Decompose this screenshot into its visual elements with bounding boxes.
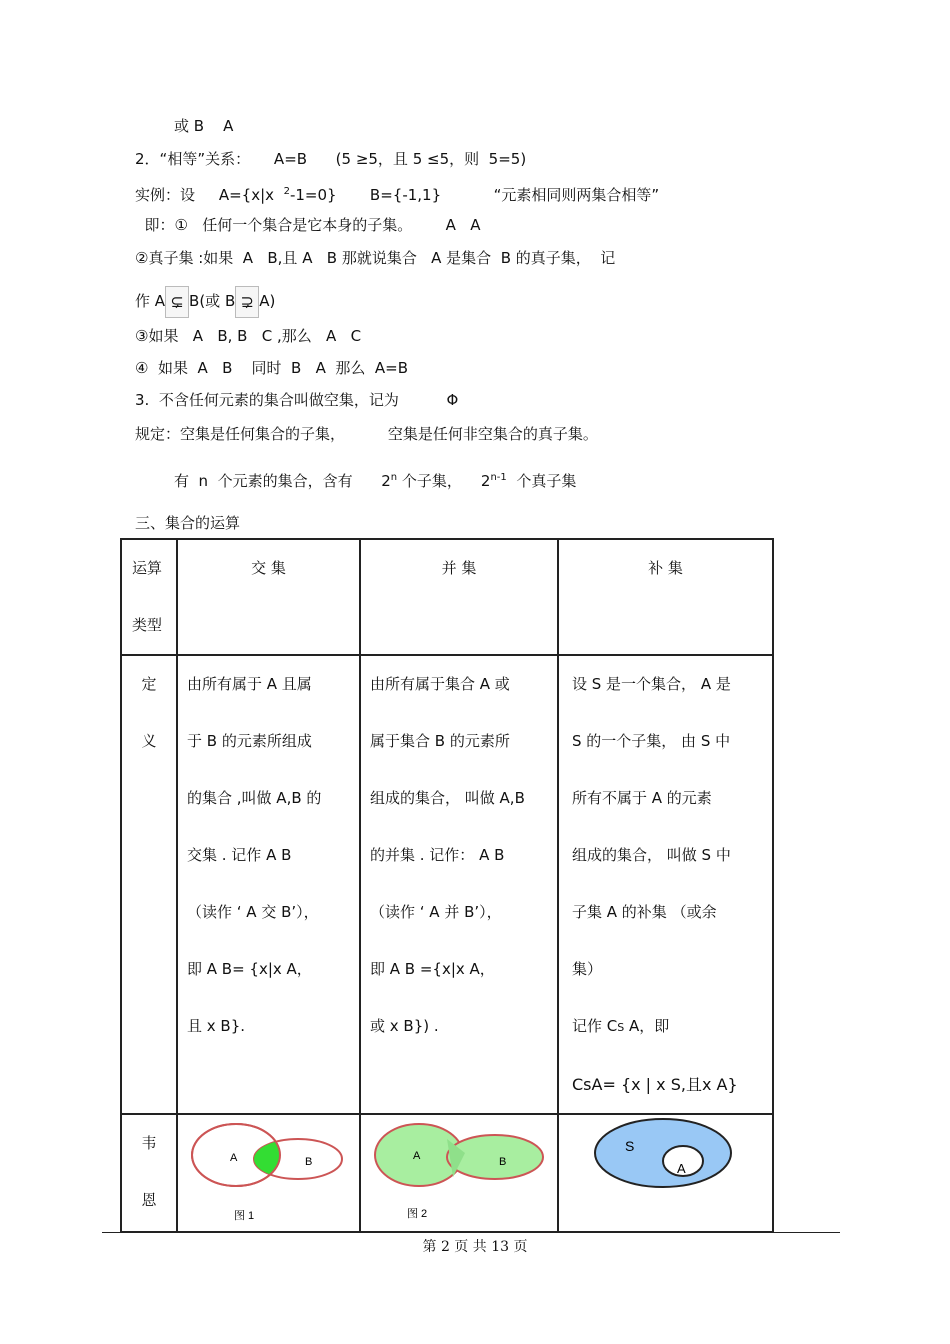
proper-superset-symbol: ⊋ xyxy=(235,286,259,318)
venn-complement-diagram xyxy=(559,1115,772,1227)
venn-label-cell xyxy=(121,1114,177,1232)
complement-line: 设 S 是一个集合， A 是 xyxy=(572,675,731,693)
table-definition-row xyxy=(121,655,773,1114)
venn-union-cell xyxy=(360,1114,558,1232)
venn-b-label: B xyxy=(499,1156,507,1168)
set-operations-table xyxy=(120,538,774,1233)
complement-notation-tail: A，即 xyxy=(624,1017,670,1035)
union-line: 即 A B ={x|x A， xyxy=(370,960,495,978)
example-part-a: 实例：设 A={x|x xyxy=(135,186,284,204)
venn-union-diagram xyxy=(361,1115,557,1227)
header-type-cell xyxy=(121,539,177,655)
venn-a-label: A xyxy=(413,1150,421,1162)
intersection-definition xyxy=(177,655,360,1114)
header-union: 并 集 xyxy=(360,539,558,655)
complement-line: 集） xyxy=(572,960,603,978)
text-line-self-subset: 即：① 任何一个集合是它本身的子集。 A A xyxy=(135,216,481,234)
intersection-line: 即 A B= {x|x A， xyxy=(187,960,312,978)
notation-part-a: 作 A xyxy=(135,292,166,310)
figure-1-caption: 图 1 xyxy=(234,1210,255,1222)
definition-label-2: 义 xyxy=(141,732,157,750)
definition-label-cell xyxy=(121,655,177,1114)
notation-part-c: A) xyxy=(259,292,276,310)
text-line-rule: 规定：空集是任何集合的子集， 空集是任何非空集合的真子集。 xyxy=(135,425,598,443)
union-line: 组成的集合， 叫做 A,B xyxy=(370,789,525,807)
header-type-line-2: 类型 xyxy=(132,616,163,634)
union-line: 由所有属于集合 A 或 xyxy=(370,675,510,693)
union-line: 或 x B}) . xyxy=(370,1017,439,1035)
venn-intersection-diagram xyxy=(178,1115,359,1227)
venn-label-2: 恩 xyxy=(141,1191,157,1209)
venn-s-label: S xyxy=(625,1138,635,1154)
notation-part-b: B(或 B xyxy=(189,292,236,310)
venn-a-label: A xyxy=(677,1161,686,1176)
example-part-b: -1=0} B={-1,1} “元素相同则两集合相等” xyxy=(289,186,660,204)
venn-label-1: 韦 xyxy=(141,1134,157,1152)
header-type-line-1: 运算 xyxy=(132,559,163,577)
header-complement: 补 集 xyxy=(558,539,773,655)
intersection-line: 且 x B}. xyxy=(187,1017,246,1035)
text-line-notation xyxy=(135,284,275,318)
union-line: 属于集合 B 的元素所 xyxy=(370,732,510,750)
example-sup: 2 xyxy=(283,186,290,197)
definition-label-1: 定 xyxy=(141,675,157,693)
text-line-example xyxy=(135,182,659,205)
complement-notation: 记作 C xyxy=(572,1017,618,1035)
text-line-equal: 2．“相等”关系： A=B (5 ≥5，且 5 ≤5，则 5=5) xyxy=(135,150,527,168)
table-venn-row xyxy=(121,1114,773,1232)
intersection-line: 于 B 的元素所组成 xyxy=(187,732,312,750)
text-line-transitive: ③如果 A B, B C ,那么 A C xyxy=(135,327,362,345)
count-sup-1: n xyxy=(390,472,398,483)
text-line-1: 或 B A xyxy=(174,117,234,135)
count-sup-2: n-1 xyxy=(490,472,507,483)
footer-rule xyxy=(102,1232,840,1233)
text-line-subset-count xyxy=(174,468,576,491)
venn-b-label: B xyxy=(305,1156,313,1168)
union-line: 的并集 . 记作： A B xyxy=(370,846,505,864)
proper-subset-symbol: ⊊ xyxy=(165,286,189,318)
union-line: （读作 ‘ A 并 B’）， xyxy=(370,903,502,921)
venn-complement-cell xyxy=(558,1114,773,1232)
count-part-a: 有 n 个元素的集合，含有 2 xyxy=(174,472,391,490)
count-part-b: 个子集， 2 xyxy=(397,472,491,490)
intersection-line: 交集 . 记作 A B xyxy=(187,846,292,864)
figure-2-caption: 图 2 xyxy=(407,1208,428,1220)
page-footer: 第 2 页 共 13 页 xyxy=(422,1239,528,1255)
venn-s-ellipse xyxy=(595,1119,731,1187)
section-heading: 三、集合的运算 xyxy=(135,514,241,532)
intersection-line: （读作 ‘ A 交 B’）， xyxy=(187,903,319,921)
table-header-row xyxy=(121,539,773,655)
intersection-line: 的集合 ,叫做 A,B 的 xyxy=(187,789,322,807)
complement-notation-line xyxy=(572,998,772,1056)
complement-line: 所有不属于 A 的元素 xyxy=(572,789,712,807)
complement-line: 子集 A 的补集 （或余 xyxy=(572,903,717,921)
intersection-line: 由所有属于 A 且属 xyxy=(187,675,312,693)
complement-line: S 的一个子集， 由 S 中 xyxy=(572,732,731,750)
text-line-empty-set: 3. 不含任何元素的集合叫做空集，记为 Φ xyxy=(135,391,459,409)
union-definition xyxy=(360,655,558,1114)
complement-line: 组成的集合， 叫做 S 中 xyxy=(572,846,731,864)
complement-formula: CsA= {x | x S,且x A} xyxy=(572,1075,738,1094)
text-line-antisymmetric: ④ 如果 A B 同时 B A 那么 A=B xyxy=(135,359,409,377)
count-part-c: 个真子集 xyxy=(506,472,577,490)
text-line-proper-subset: ②真子集 :如果 A B,且 A B 那就说集合 A 是集合 B 的真子集， 记 xyxy=(135,249,616,267)
header-intersection: 交 集 xyxy=(177,539,360,655)
complement-subscript: S xyxy=(617,1021,625,1034)
venn-intersection-cell xyxy=(177,1114,360,1232)
complement-definition xyxy=(558,655,773,1114)
venn-a-label: A xyxy=(230,1152,238,1164)
